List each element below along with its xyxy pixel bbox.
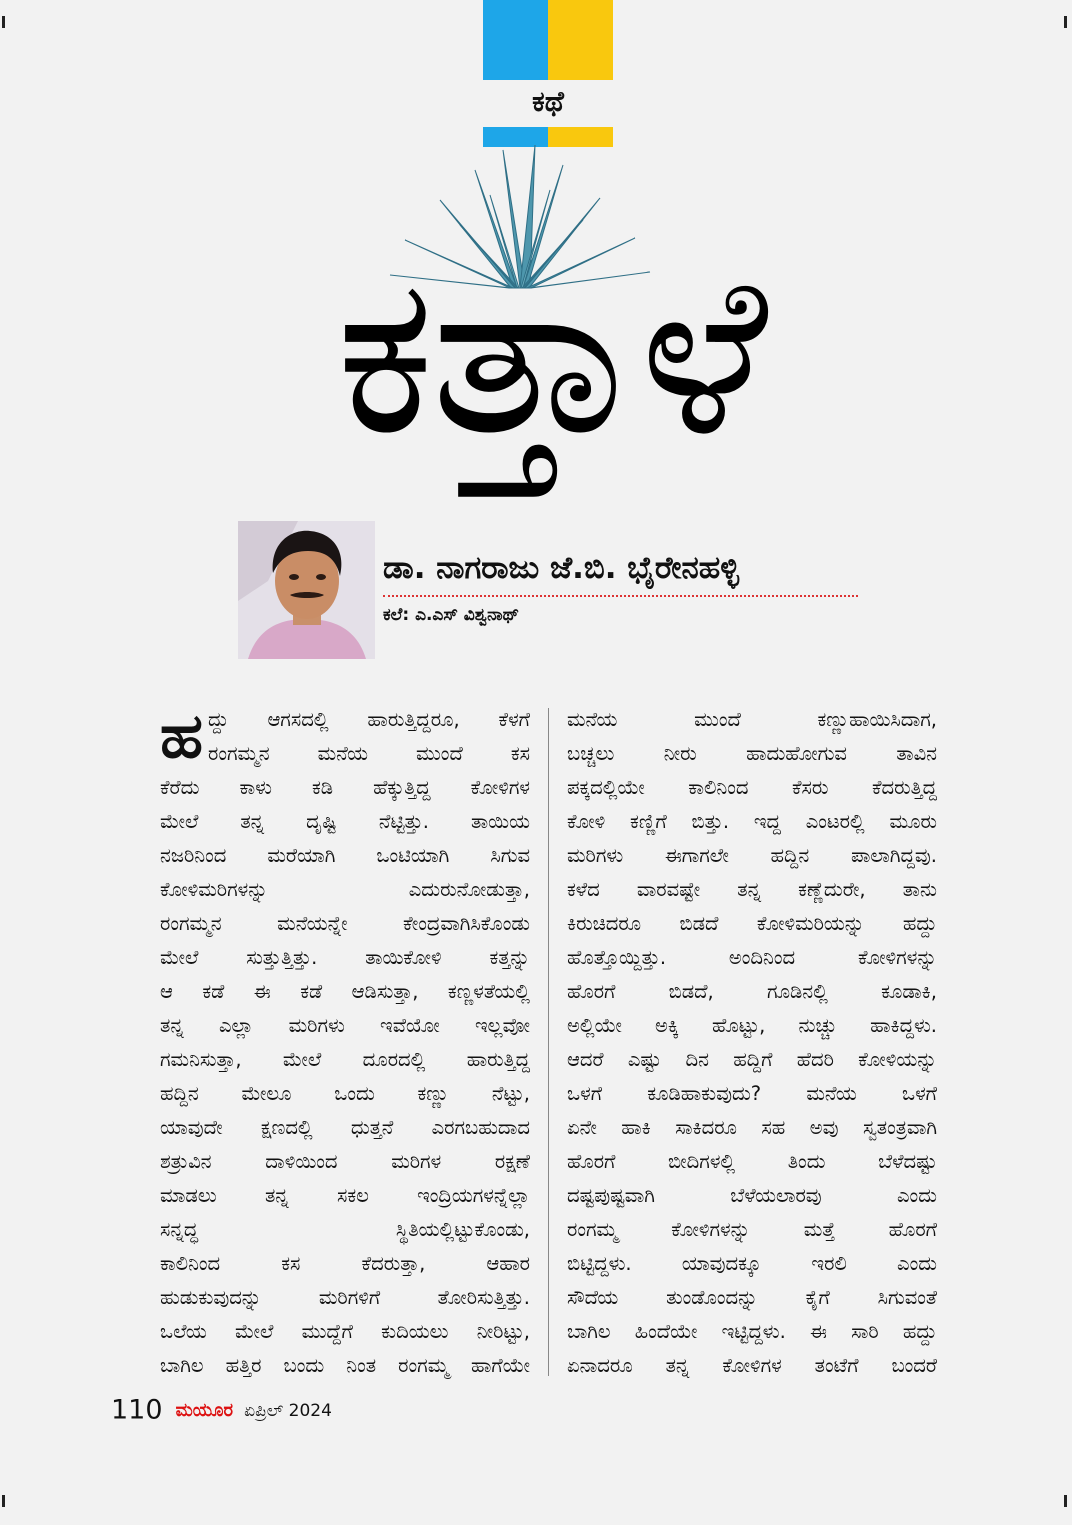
crop-mark bbox=[2, 16, 5, 28]
section-label: ಕಥೆ bbox=[532, 85, 564, 118]
text-line: ರಂಗಮ್ಮ ಕೋಳಿಗಳನ್ನು ಮತ್ತೆ ಹೊರಗೆ bbox=[567, 1218, 937, 1241]
text-line: ಸೌದೆಯ ತುಂಡೊಂದನ್ನು ಕೈಗೆ ಸಿಗುವಂತೆ bbox=[567, 1286, 937, 1309]
text-line: ಮನೆಯ ಮುಂದೆ ಕಣ್ಣುಹಾಯಿಸಿದಾಗ, bbox=[567, 708, 937, 731]
text-line: ಬಾಗಿಲ ಹಿಂದೆಯೇ ಇಟ್ಟಿದ್ದಳು. ಈ ಸಾರಿ ಹದ್ದು bbox=[567, 1320, 937, 1343]
text-line: ದಷ್ಟಪುಷ್ಟವಾಗಿ ಬೆಳೆಯಲಾರವು ಎಂದು bbox=[567, 1184, 937, 1207]
issue-date: ಏಪ್ರಿಲ್ 2024 bbox=[244, 1400, 332, 1421]
text-line: ಬಾಗಿಲ ಹತ್ತಿರ ಬಂದು ನಿಂತ ರಂಗಮ್ಮ ಹಾಗೆಯೇ bbox=[160, 1354, 530, 1377]
text-line: ಗಮನಿಸುತ್ತಾ, ಮೇಲೆ ದೂರದಲ್ಲಿ ಹಾರುತ್ತಿದ್ದ bbox=[160, 1048, 530, 1071]
text-line: ಏನೇ ಹಾಕಿ ಸಾಕಿದರೂ ಸಹ ಅವು ಸ್ವತಂತ್ರವಾಗಿ bbox=[567, 1116, 937, 1139]
text-line: ಹದ್ದಿನ ಮೇಲೂ ಒಂದು ಕಣ್ಣು ನೆಟ್ಟು, bbox=[160, 1082, 530, 1105]
text-line: ಹೊರಗೆ ಬಿಡದೆ, ಗೂಡಿನಲ್ಲಿ ಕೂಡಾಕಿ, bbox=[567, 980, 937, 1003]
text-line: ಯಾವುದೇ ಕ್ಷಣದಲ್ಲಿ ಧುತ್ತನೆ ಎರಗಬಹುದಾದ bbox=[160, 1116, 530, 1139]
text-line: ಕೆರೆದು ಕಾಳು ಕಡಿ ಹೆಕ್ಕುತ್ತಿದ್ದ ಕೋಳಿಗಳ bbox=[160, 776, 530, 799]
text-line: ಅಲ್ಲಿಯೇ ಅಕ್ಕಿ ಹೊಟ್ಟು, ನುಚ್ಚು ಹಾಕಿದ್ದಳು. bbox=[567, 1014, 937, 1037]
text-line: ಬಚ್ಚಲು ನೀರು ಹಾದುಹೋಗುವ ತಾವಿನ bbox=[567, 742, 937, 765]
text-line: ಹೊತ್ತೊಯ್ದಿತ್ತು. ಅಂದಿನಿಂದ ಕೋಳಿಗಳನ್ನು bbox=[567, 946, 937, 969]
text-line: ಪಕ್ಕದಲ್ಲಿಯೇ ಕಾಲಿನಿಂದ ಕೆಸರು ಕೆದರುತ್ತಿದ್ದ bbox=[567, 776, 937, 799]
column-divider bbox=[548, 708, 549, 1376]
body-column-right bbox=[567, 703, 937, 1383]
text-line: ಹುಡುಕುವುದನ್ನು ಮರಿಗಳಿಗೆ ತೋರಿಸುತ್ತಿತ್ತು. bbox=[160, 1286, 530, 1309]
text-line: ಕೋಳಿ ಕಣ್ಣಿಗೆ ಬಿತ್ತು. ಇದ್ದ ಎಂಟರಲ್ಲಿ ಮೂರು bbox=[567, 810, 937, 833]
text-line: ನಜರಿನಿಂದ ಮರೆಯಾಗಿ ಒಂಟಿಯಾಗಿ ಸಿಗುವ bbox=[160, 844, 530, 867]
text-line: ಒಲೆಯ ಮೇಲೆ ಮುದ್ದೆಗೆ ಕುದಿಯಲು ನೀರಿಟ್ಟು, bbox=[160, 1320, 530, 1343]
text-line: ರಂಗಮ್ಮನ ಮನೆಯ ಮುಂದೆ ಕಸ bbox=[208, 742, 530, 765]
text-line: ದ್ದು ಆಗಸದಲ್ಲಿ ಹಾರುತ್ತಿದ್ದರೂ, ಕೆಳಗೆ bbox=[208, 708, 530, 731]
text-line: ತನ್ನ ಎಲ್ಲಾ ಮರಿಗಳು ಇವೆಯೋ ಇಲ್ಲವೋ bbox=[160, 1014, 530, 1037]
art-credit: ಕಲೆ: ಎ.ಎಸ್‌ ವಿಶ್ವನಾಥ್ bbox=[383, 605, 520, 625]
body-column-left bbox=[160, 699, 530, 1383]
text-line: ಹೊರಗೆ ಬೀದಿಗಳಲ್ಲಿ ತಿಂದು ಬೆಳೆದಷ್ಟು bbox=[567, 1150, 937, 1173]
text-line: ಒಳಗೆ ಕೂಡಿಹಾಕುವುದು? ಮನೆಯ ಒಳಗೆ bbox=[567, 1082, 937, 1105]
section-accent-yellow bbox=[548, 0, 613, 80]
text-line: ಸನ್ನದ್ಧ ಸ್ಥಿತಿಯಲ್ಲಿಟ್ಟುಕೊಂಡು, bbox=[160, 1218, 530, 1241]
section-accent-blue bbox=[483, 0, 548, 80]
text-line: ರಂಗಮ್ಮನ ಮನೆಯನ್ನೇ ಕೇಂದ್ರವಾಗಿಸಿಕೊಂಡು bbox=[160, 912, 530, 935]
page-footer bbox=[111, 1392, 411, 1428]
author-portrait-icon bbox=[238, 521, 375, 659]
crop-mark bbox=[1064, 16, 1067, 28]
magazine-logo: ಮಯೂರ bbox=[175, 1399, 234, 1421]
text-line: ಏನಾದರೂ ತನ್ನ ಕೋಳಿಗಳ ತಂಟೆಗೆ ಬಂದರೆ bbox=[567, 1354, 937, 1377]
text-line: ಮೇಲೆ ಸುತ್ತುತ್ತಿತ್ತು. ತಾಯಿಕೋಳಿ ಕತ್ತನ್ನು bbox=[160, 946, 530, 969]
text-line: ಬಿಟ್ಟಿದ್ದಳು. ಯಾವುದಕ್ಕೂ ಇರಲಿ ಎಂದು bbox=[567, 1252, 937, 1275]
author-photo bbox=[238, 521, 375, 659]
drop-cap: ಹ bbox=[160, 699, 203, 772]
text-line: ಕಿರುಚಿದರೂ ಬಿಡದೆ ಕೋಳಿಮರಿಯನ್ನು ಹದ್ದು bbox=[567, 912, 937, 935]
text-line: ಮೇಲೆ ತನ್ನ ದೃಷ್ಟಿ ನೆಟ್ಟಿತ್ತು. ತಾಯಿಯ bbox=[160, 810, 530, 833]
author-name: ಡಾ. ನಾಗರಾಜು ಜೆ.ಬಿ. ಭೈರೇನಹಳ್ಳಿ bbox=[383, 550, 740, 586]
text-line: ಆ ಕಡೆ ಈ ಕಡೆ ಆಡಿಸುತ್ತಾ, ಕಣ್ಣಳತೆಯಲ್ಲಿ bbox=[160, 980, 530, 1003]
text-line: ಆದರೆ ಎಷ್ಟು ದಿನ ಹದ್ದಿಗೆ ಹೆದರಿ ಕೋಳಿಯನ್ನು bbox=[567, 1048, 937, 1071]
crop-mark bbox=[1064, 1495, 1067, 1507]
text-line: ಕೋಳಿಮರಿಗಳನ್ನು ಎದುರುನೋಡುತ್ತಾ, bbox=[160, 878, 530, 901]
text-line: ಕಾಲಿನಿಂದ ಕಸ ಕೆದರುತ್ತಾ, ಆಹಾರ bbox=[160, 1252, 530, 1275]
story-title: ಕತ್ತಾಳೆ bbox=[335, 227, 765, 483]
text-line: ಮರಿಗಳು ಈಗಾಗಲೇ ಹದ್ದಿನ ಪಾಲಾಗಿದ್ದವು. bbox=[567, 844, 937, 867]
author-divider bbox=[383, 595, 858, 597]
text-line: ಮಾಡಲು ತನ್ನ ಸಕಲ ಇಂದ್ರಿಯಗಳನ್ನೆಲ್ಲಾ bbox=[160, 1184, 530, 1207]
crop-mark bbox=[2, 1495, 5, 1507]
text-line: ಶತ್ರುವಿನ ದಾಳಿಯಿಂದ ಮರಿಗಳ ರಕ್ಷಣೆ bbox=[160, 1150, 530, 1173]
text-line: ಕಳೆದ ವಾರವಷ್ಟೇ ತನ್ನ ಕಣ್ಣೆದುರೇ, ತಾನು bbox=[567, 878, 937, 901]
page-number: 110 bbox=[111, 1394, 163, 1426]
